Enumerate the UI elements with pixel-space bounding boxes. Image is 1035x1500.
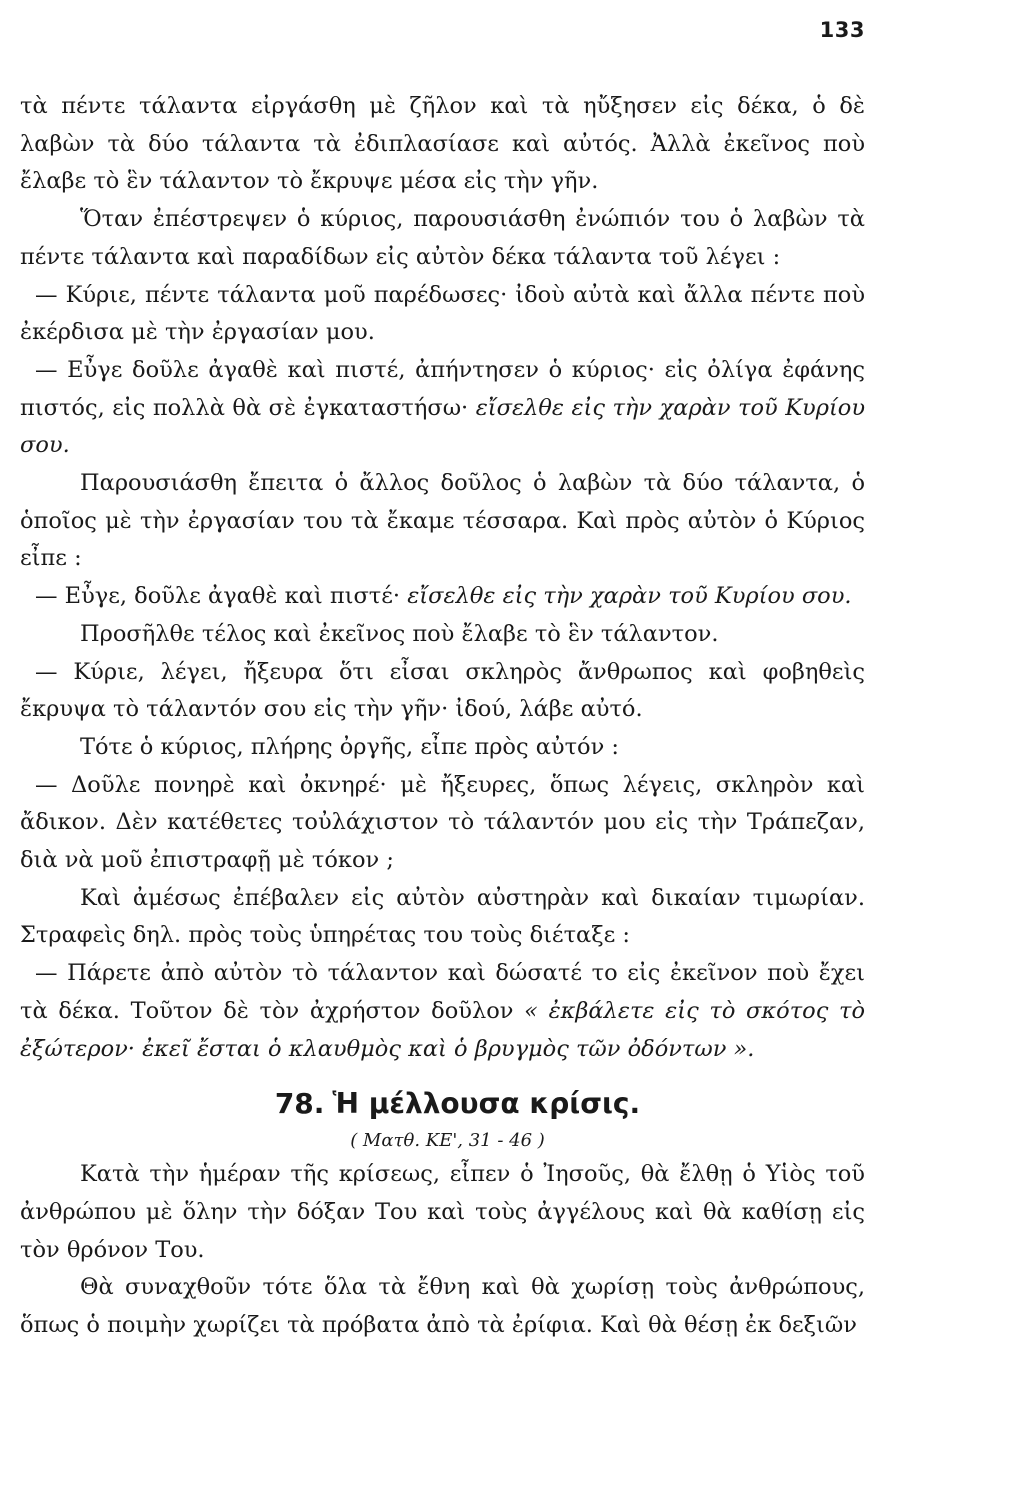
scripture-reference: ( Ματθ. ΚΕ', 31 - 46 ) <box>350 1130 545 1152</box>
dialogue-line <box>20 578 865 616</box>
paragraph: τὰ πέντε τάλαντα εἰργάσθη μὲ ζῆλον καὶ τὰ ηὔξησεν εἰς δέκα, ὁ δὲ λαβὼν τὰ δύο τάλαντα τὰ ἐδιπλασίασε καὶ αὐτός. Ἀλλὰ ἐκεῖνος ποὺ ἔλαβε τὸ ἓν τάλαντον τὸ ἔκρυψε μέσα εἰς τὴν γῆν. <box>20 93 865 195</box>
paragraph: Κατὰ τὴν ἡμέραν τῆς κρίσεως, εἶπεν ὁ Ἰησοῦς, θὰ ἔλθῃ ὁ Υἱὸς τοῦ ἀνθρώπου μὲ ὅλην τὴν δόξαν Του καὶ τοὺς ἀγγέλους καὶ θὰ καθίσῃ εἰς τὸν θρόνον Του. <box>20 1161 865 1263</box>
paragraph: Ὅταν ἐπέστρεψεν ὁ κύριος, παρουσιάσθη ἐνώπιόν του ὁ λαβὼν τὰ πέντε τάλαντα καὶ παραδίδων εἰς αὐτὸν δέκα τάλαντα τοῦ λέγει : <box>20 206 865 270</box>
dialogue-line <box>20 955 865 1068</box>
section-number: 78. <box>274 1087 325 1121</box>
dialogue-text: — Πάρετε ἀπὸ αὐτὸν τὸ τάλαντον καὶ δώσατέ το εἰς ἐκεῖνον ποὺ ἔχει τὰ δέκα. Τοῦτον δὲ τὸν ἀχρήστον δοῦλον <box>20 960 865 1024</box>
page-number: 133 <box>819 18 865 42</box>
paragraph: Θὰ συναχθοῦν τότε ὅλα τὰ ἔθνη καὶ θὰ χωρίσῃ τοὺς ἀνθρώπους, ὅπως ὁ ποιμὴν χωρίζει τὰ πρόβατα ἀπὸ τὰ ἐρίφια. Καὶ θὰ θέσῃ ἐκ δεξιῶν <box>20 1274 865 1339</box>
section-heading <box>20 1084 865 1124</box>
dialogue-text: — Εὖγε, δοῦλε ἀγαθὲ καὶ πιστέ· <box>35 583 401 610</box>
page-body <box>20 88 865 1345</box>
paragraph: Παρουσιάσθη ἔπειτα ὁ ἄλλος δοῦλος ὁ λαβὼν τὰ δύο τάλαντα, ὁ ὁποῖος μὲ τὴν ἐργασίαν του τὰ ἔκαμε τέσσαρα. Καὶ πρὸς αὐτὸν ὁ Κύριος εἶπε : <box>20 470 865 572</box>
paragraph: Καὶ ἀμέσως ἐπέβαλεν εἰς αὐτὸν αὐστηρὰν καὶ δικαίαν τιμωρίαν. Στραφεὶς δηλ. πρὸς τοὺς ὑπηρέτας του τοὺς διέταξε : <box>20 884 865 949</box>
paragraph: Προσῆλθε τέλος καὶ ἐκεῖνος ποὺ ἔλαβε τὸ ἓν τάλαντον. <box>80 620 719 647</box>
dialogue-line <box>20 352 865 465</box>
quotation-italic: « ἐκβάλετε εἰς τὸ σκότος τὸ ἐξώτερον· ἐκεῖ ἔσται ὁ κλαυθμὸς καὶ ὁ βρυγμὸς τῶν ὀδόντων ». <box>20 997 866 1062</box>
section-title: Ἡ μέλλουσα κρίσις. <box>332 1087 641 1121</box>
dialogue-text: — Εὖγε δοῦλε ἀγαθὲ καὶ πιστέ, ἀπήντησεν ὁ κύριος· εἰς ὀλίγα ἐφάνης πιστός, εἰς πολλὰ θὰ σὲ ἐγκαταστήσω· <box>20 356 865 421</box>
quotation-italic: εἴσελθε εἰς τὴν χαρὰν τοῦ Κυρίου σου. <box>407 583 852 610</box>
paragraph: Τότε ὁ κύριος, πλήρης ὀργῆς, εἶπε πρὸς αὐτόν : <box>80 733 620 760</box>
dialogue-line: — Δοῦλε πονηρὲ καὶ ὀκνηρέ· μὲ ἤξευρες, ὅπως λέγεις, σκληρὸν καὶ ἄδικον. Δὲν κατέθετες τοὐλάχιστον τὸ τάλαντόν μου εἰς τὴν Τράπεζαν, διὰ νὰ μοῦ ἐπιστραφῇ μὲ τόκον ; <box>20 771 865 874</box>
dialogue-line: — Κύριε, λέγει, ἤξευρα ὅτι εἶσαι σκληρὸς ἄνθρωπος καὶ φοβηθεὶς ἔκρυψα τὸ τάλαντόν σου εἰς τὴν γῆν· ἰδού, λάβε αὐτό. <box>20 658 865 723</box>
dialogue-line: — Κύριε, πέντε τάλαντα μοῦ παρέδωσες· ἰδοὺ αὐτὰ καὶ ἄλλα πέντε ποὺ ἐκέρδισα μὲ τὴν ἐργασίαν μου. <box>20 281 865 346</box>
quotation-italic: εἴσελθε εἰς τὴν χαρὰν τοῦ Κυρίου σου. <box>20 394 866 459</box>
